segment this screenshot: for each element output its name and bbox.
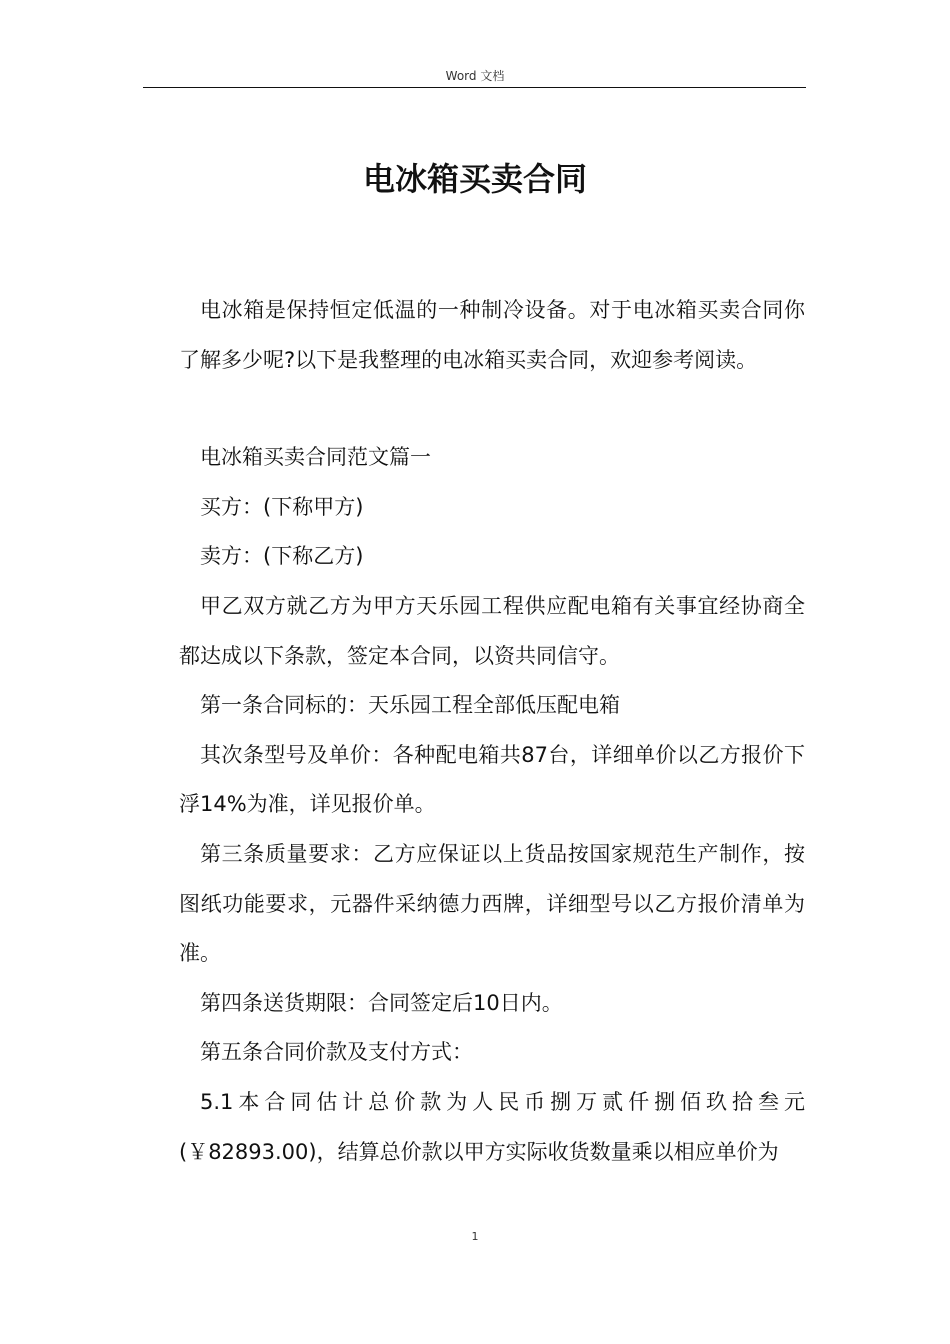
header-divider	[143, 87, 806, 88]
intro-paragraph: 电冰箱是保持恒定低温的一种制冷设备。对于电冰箱买卖合同你了解多少呢?以下是我整理的电冰箱买卖合同，欢迎参考阅读。	[179, 298, 805, 372]
document-body	[179, 286, 805, 1177]
clause-2: 其次条型号及单价：各种配电箱共87台，详细单价以乙方报价下浮14%为准，详见报价单。	[179, 742, 805, 817]
clause-3: 第三条质量要求：乙方应保证以上货品按国家规范生产制作，按图纸功能要求，元器件采纳德力西牌，详细型号以乙方报价清单为准。	[179, 841, 805, 966]
buyer-line: 买方：(下称甲方)	[200, 494, 364, 519]
section-heading: 电冰箱买卖合同范文篇一	[200, 445, 431, 470]
clause-5-1: 5.1本合同估计总价款为人民币捌万贰仟捌佰玖拾叁元(￥82893.00)，结算总价款以甲方实际收货数量乘以相应单价为	[179, 1089, 805, 1164]
clause-4: 第四条送货期限：合同签定后10日内。	[200, 990, 563, 1015]
page-header: Word 文档	[445, 69, 505, 83]
document-title: 电冰箱买卖合同	[362, 160, 587, 198]
seller-line: 卖方：(下称乙方)	[200, 544, 364, 569]
clause-5: 第五条合同价款及支付方式：	[200, 1040, 473, 1065]
clause-1: 第一条合同标的：天乐园工程全部低压配电箱	[200, 693, 620, 718]
page-number: 1	[471, 1230, 479, 1243]
agreement-paragraph: 甲乙双方就乙方为甲方天乐园工程供应配电箱有关事宜经协商全都达成以下条款，签定本合同，以资共同信守。	[179, 593, 805, 668]
